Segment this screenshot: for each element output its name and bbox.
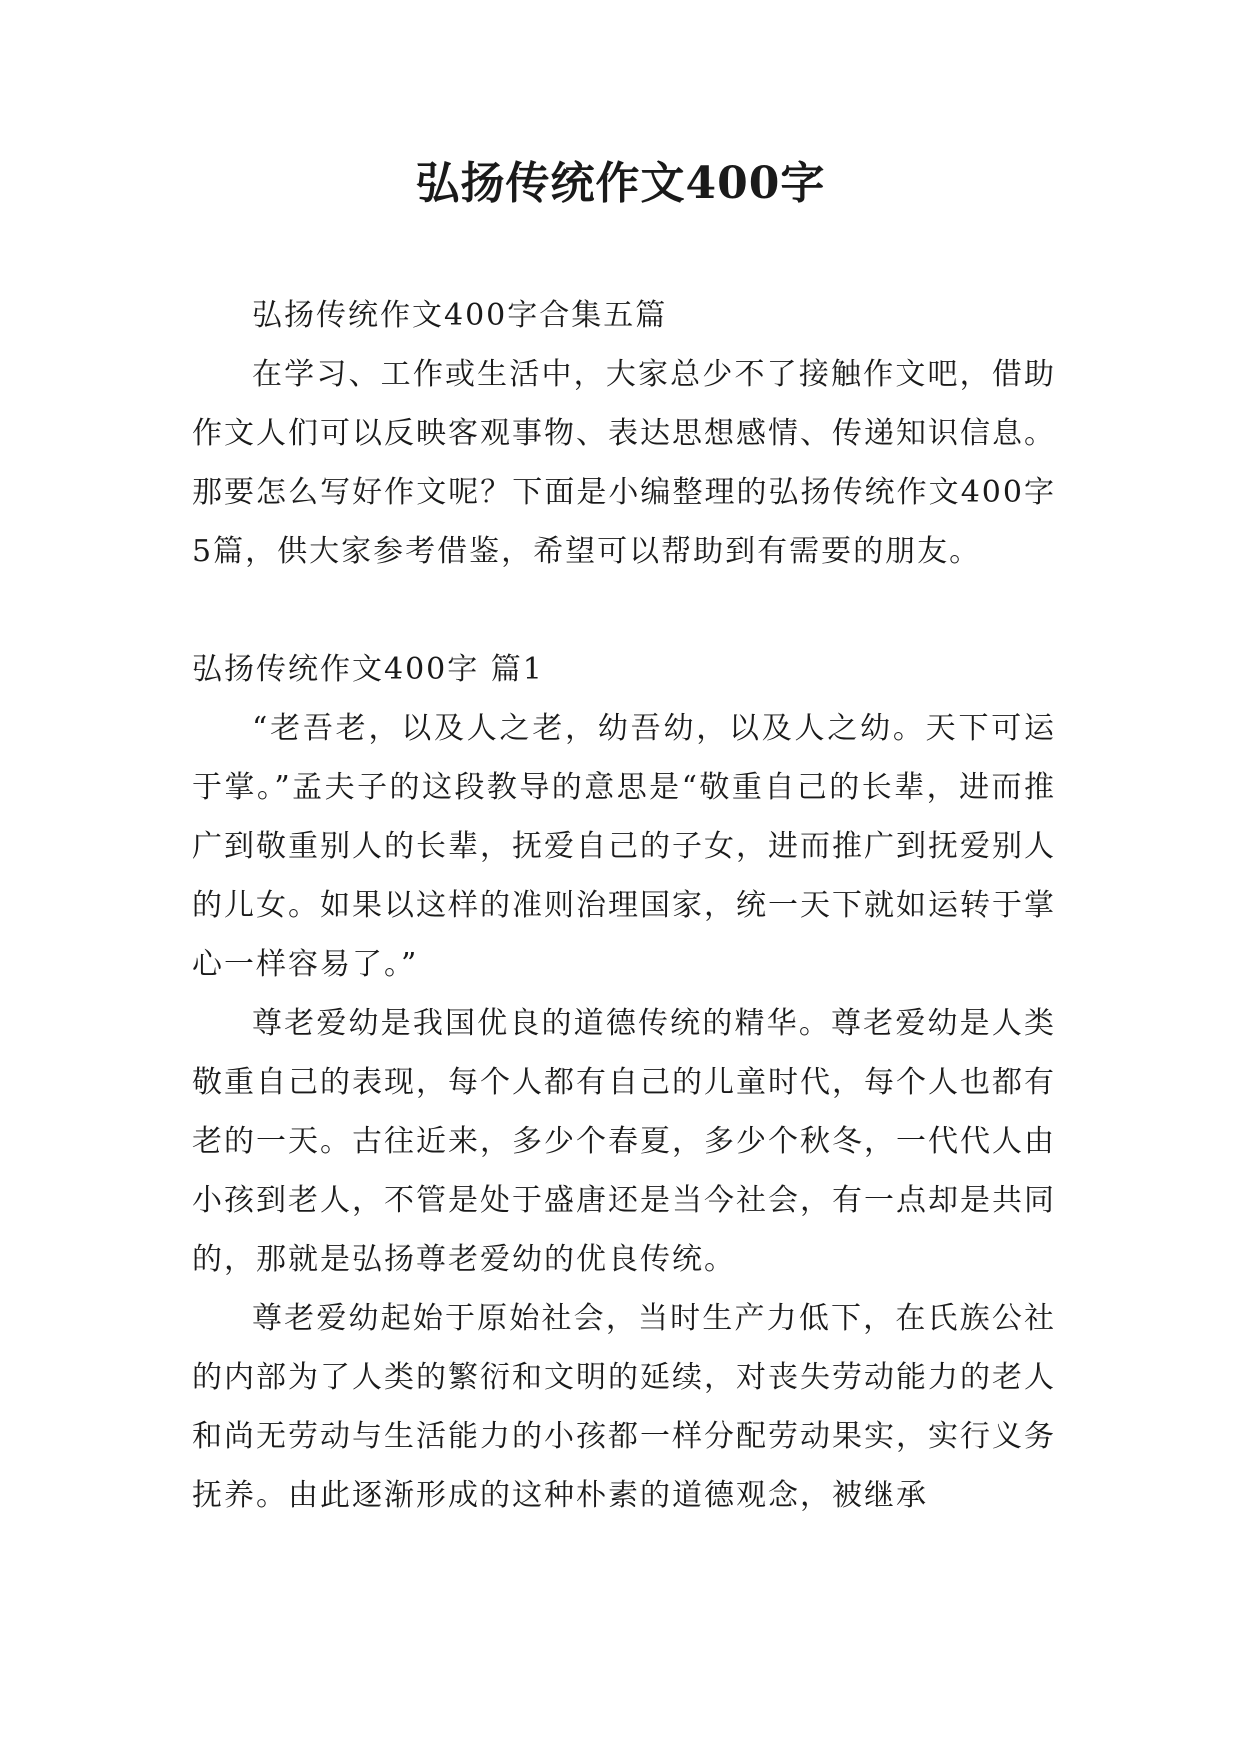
document-body	[192, 286, 1056, 1525]
document-title: 弘扬传统作文400字	[415, 158, 826, 209]
section-paragraph-2: 尊老爱幼是我国优良的道德传统的精华。尊老爱幼是人类敬重自己的表现，每个人都有自己的儿童时代，每个人也都有老的一天。古往近来，多少个春夏，多少个秋冬，一代代人由小孩到老人，不管是处于盛唐还是当今社会，有一点却是共同的，那就是弘扬尊老爱幼的优良传统。	[192, 1006, 1056, 1277]
intro-paragraph: 在学习、工作或生活中，大家总少不了接触作文吧，借助作文人们可以反映客观事物、表达思想感情、传递知识信息。那要怎么写好作文呢？下面是小编整理的弘扬传统作文400字5篇，供大家参考借鉴，希望可以帮助到有需要的朋友。	[192, 357, 1056, 569]
section-heading: 弘扬传统作文400字 篇1	[192, 652, 544, 687]
section-paragraph-1: “老吾老，以及人之老，幼吾幼，以及人之幼。天下可运于掌。”孟夫子的这段教导的意思是“敬重自己的长辈，进而推广到敬重别人的长辈，抚爱自己的子女，进而推广到抚爱别人的儿女。如果以这样的准则治理国家，统一天下就如运转于掌心一样容易了。”	[192, 711, 1056, 982]
section-paragraph-3: 尊老爱幼起始于原始社会，当时生产力低下，在氏族公社的内部为了人类的繁衍和文明的延续，对丧失劳动能力的老人和尚无劳动与生活能力的小孩都一样分配劳动果实，实行义务抚养。由此逐渐形成的这种朴素的道德观念，被继承	[192, 1301, 1056, 1513]
collection-subtitle: 弘扬传统作文400字合集五篇	[252, 298, 668, 333]
